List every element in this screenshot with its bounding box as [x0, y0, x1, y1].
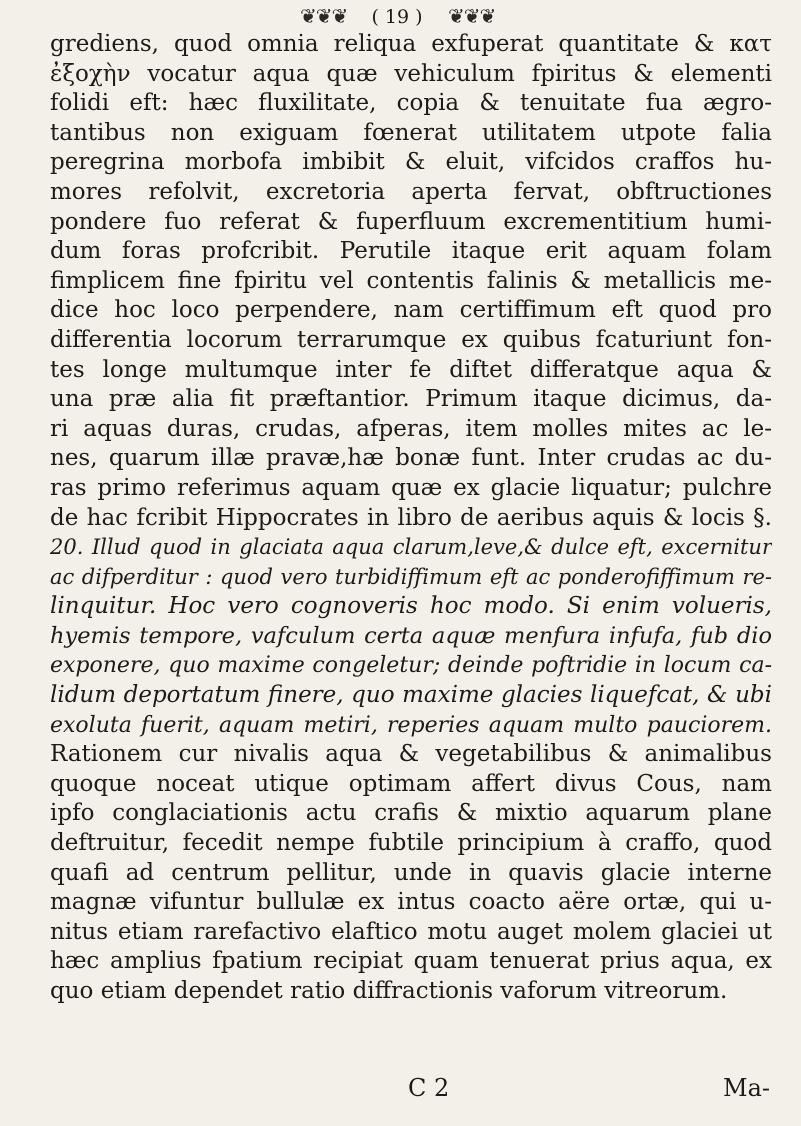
text-line: folidi eft: hæc fluxilitate, copia & tenuitate fua ægro- [50, 90, 772, 117]
text-line: lidum deportatum finere, quo maxime glacies liquefcat, & ubi [50, 682, 772, 709]
text-line: quoque noceat utique optimam affert divus Cous, nam [50, 770, 772, 797]
text-line: nes, quarum illæ pravæ,hæ bonæ funt. Inter crudas ac du- [50, 445, 772, 472]
text-line: dice hoc loco perpendere, nam certiffimum eft quod pro [50, 297, 772, 324]
text-line: mores refolvit, excretoria aperta fervat, obftructiones [50, 178, 772, 205]
text-line: grediens, quod omnia reliqua exfuperat quantitate & κατ [50, 31, 772, 57]
signature-mark: C 2 [408, 1074, 450, 1102]
text-line: una præ alia fit præftantior. Primum itaque dicimus, da- [50, 386, 772, 413]
text-line: exponere, quo maxime congeletur; deinde poftridie in locum ca- [50, 653, 772, 679]
text-line: quo etiam dependet ratio diffractionis vaforum vitreorum. [50, 978, 728, 1004]
text-line: ri aquas duras, crudas, afperas, item molles mites ac le- [50, 415, 772, 442]
text-line: 20. Illud quod in glaciata aqua clarum,leve,& dulce eft, excernitur [50, 535, 772, 560]
text-line: deftruitur, fecedit nempe fubtile principium à craffo, quod [50, 830, 772, 857]
body-text [50, 30, 772, 1007]
text-line: ras primo referimus aquam quæ ex glacie liquatur; pulchre [50, 474, 772, 501]
text-line: tes longe multumque inter fe diftet differatque aqua & [50, 356, 772, 383]
ornament-right-icon: ❦❦❦ [448, 4, 496, 28]
text-line: pondere fuo referat & fuperfluum excrementitium humi- [50, 208, 772, 235]
text-line: peregrina morbofa imbibit & eluit, vifcidos craffos hu- [50, 149, 772, 176]
text-line: Rationem cur nivalis aqua & vegetabilibus & animalibus [50, 741, 772, 768]
text-line: de hac fcribit Hippocrates in libro de aeribus aquis & locis §. [50, 504, 772, 531]
text-line: exoluta fuerit, aquam metiri, reperies aquam multo pauciorem. [50, 712, 772, 738]
text-line: tantibus non exiguam fœnerat utilitatem utpote falia [50, 119, 772, 146]
text-line: linquitur. Hoc vero cognoveris hoc modo. Si enim volueris, [50, 593, 772, 620]
text-line: ac difperditur : quod vero turbidiffimum eft ac ponderofiffimum re- [50, 564, 772, 589]
catchword: Ma- [723, 1074, 770, 1102]
text-line: differentia locorum terrarumque ex quibus fcaturiunt fon- [50, 326, 772, 353]
page-number: ( 19 ) [371, 6, 423, 28]
text-line: nitus etiam rarefactivo elaftico motu auget molem glaciei ut [50, 918, 772, 945]
text-line: quafi ad centrum pellitur, unde in quavis glacie interne [50, 859, 772, 886]
text-line: fimplicem fine fpiritu vel contentis falinis & metallicis me- [50, 267, 772, 294]
text-line: magnæ vifuntur bullulæ ex intus coacto aëre ortæ, qui u- [50, 889, 772, 916]
text-line: hyemis tempore, vafculum certa aquæ menfura infufa, fub dio [50, 622, 772, 649]
ornament-left-icon: ❦❦❦ [300, 4, 348, 28]
text-line: ipfo conglaciationis actu crafis & mixtio aquarum plane [50, 800, 772, 827]
page-footer [0, 1074, 801, 1108]
text-line: ἐξοχὴν vocatur aqua quæ vehiculum fpiritus & elementi [50, 60, 772, 87]
text-line: dum foras profcribit. Perutile itaque erit aquam folam [50, 238, 772, 265]
text-line: hæc amplius fpatium recipiat quam tenuerat prius aqua, ex [50, 948, 772, 975]
